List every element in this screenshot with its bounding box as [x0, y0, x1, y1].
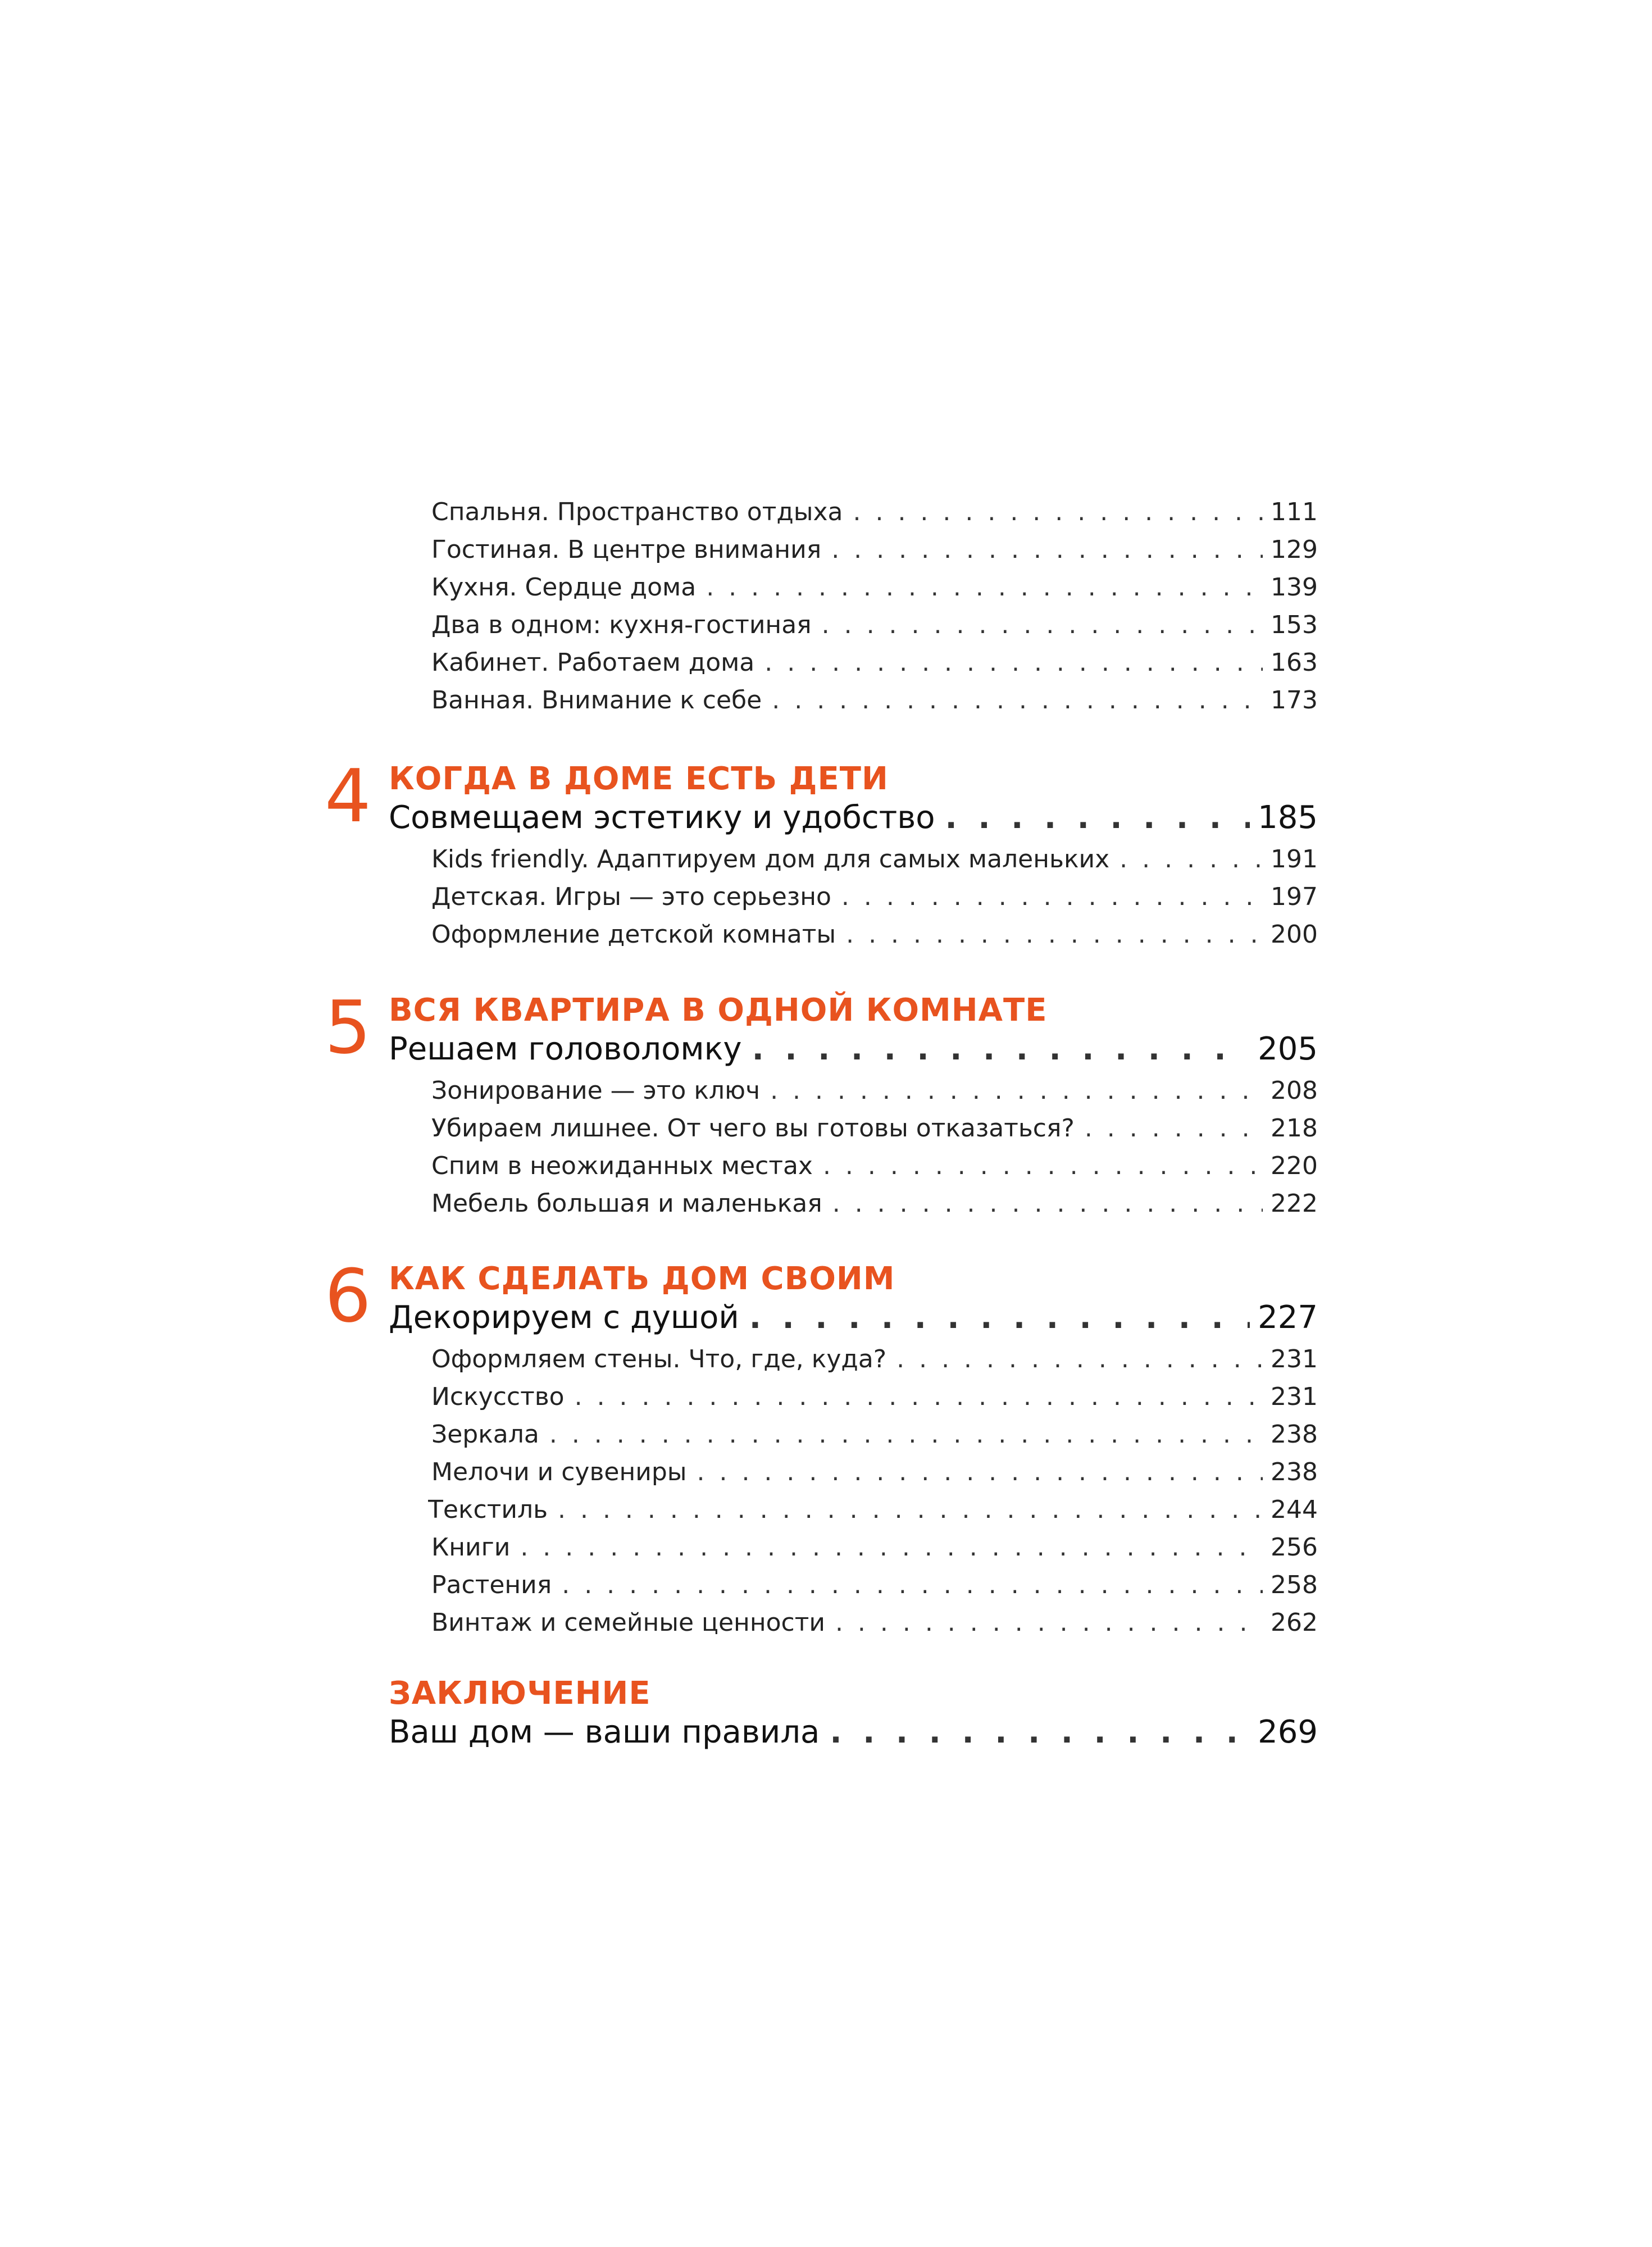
conclusion-main-title: Ваш дом — ваши правила — [389, 1714, 820, 1750]
toc-entry-title: Спальня. Пространство отдыха — [431, 498, 843, 526]
dot-leader — [1119, 840, 1263, 878]
toc-entry-title: Kids friendly. Адаптируем дом для самых маленьких — [431, 845, 1110, 874]
dot-leader — [841, 878, 1263, 916]
toc-entry-title: Мелочи и сувениры — [431, 1458, 687, 1486]
chapter-number: 6 — [325, 1253, 371, 1339]
toc-entry[interactable] — [431, 1453, 1318, 1491]
toc-entry-title: Детская. Игры — это серьезно — [431, 883, 831, 911]
toc-entry-title: Убираем лишнее. От чего вы готовы отказаться? — [431, 1114, 1075, 1143]
toc-entry-title: Зеркала — [431, 1420, 539, 1449]
toc-entry[interactable] — [431, 1340, 1318, 1378]
chapter-number: 4 — [325, 753, 371, 839]
toc-entry-page: 262 — [1271, 1608, 1318, 1637]
toc-entry[interactable] — [431, 1147, 1318, 1185]
toc-entry-page: 222 — [1271, 1189, 1318, 1218]
toc-entry[interactable] — [431, 644, 1318, 681]
toc-entry-page: 139 — [1271, 573, 1318, 602]
dot-leader — [830, 1711, 1250, 1753]
dot-leader — [832, 1185, 1263, 1222]
dot-leader — [764, 644, 1263, 681]
dot-leader — [1085, 1109, 1263, 1147]
chapter-heading: КАК СДЕЛАТЬ ДОМ СВОИМ — [389, 1261, 895, 1297]
dot-leader — [770, 1072, 1263, 1109]
dot-leader — [752, 1028, 1250, 1070]
toc-entry-page: 238 — [1271, 1458, 1318, 1486]
conclusion-heading: ЗАКЛЮЧЕНИЕ — [389, 1675, 651, 1712]
toc-entry-title: Кабинет. Работаем дома — [431, 648, 755, 677]
chapter-heading: ВСЯ КВАРТИРА В ОДНОЙ КОМНАТЕ — [389, 992, 1048, 1029]
chapter-number: 5 — [325, 985, 371, 1070]
toc-entry[interactable] — [431, 1566, 1318, 1604]
dot-leader — [706, 568, 1263, 606]
toc-entry-title: Текстиль — [428, 1495, 548, 1524]
conclusion-main-entry[interactable] — [389, 1711, 1318, 1753]
toc-entry[interactable] — [431, 568, 1318, 606]
toc-entry-page: 173 — [1271, 686, 1318, 715]
toc-entry-page: 129 — [1271, 535, 1318, 564]
toc-entry-page: 153 — [1271, 611, 1318, 639]
toc-entry-page: 163 — [1271, 648, 1318, 677]
chapter-heading: КОГДА В ДОМЕ ЕСТЬ ДЕТИ — [389, 761, 889, 797]
toc-entry-title: Винтаж и семейные ценности — [431, 1608, 825, 1637]
chapter-main-page: 205 — [1258, 1031, 1318, 1067]
toc-entry[interactable] — [431, 840, 1318, 878]
toc-entry-title: Оформление детской комнаты — [431, 920, 836, 949]
toc-entry-page: 256 — [1271, 1533, 1318, 1562]
dot-leader — [945, 797, 1250, 839]
toc-entry-page: 208 — [1271, 1076, 1318, 1105]
toc-entry-title: Растения — [431, 1571, 552, 1599]
dot-leader — [846, 916, 1263, 953]
dot-leader — [575, 1378, 1263, 1416]
dot-leader — [831, 531, 1263, 568]
toc-entry-page: 200 — [1271, 920, 1318, 949]
dot-leader — [822, 606, 1263, 644]
toc-entry-page: 197 — [1271, 883, 1318, 911]
dot-leader — [520, 1529, 1263, 1566]
toc-entry-page: 231 — [1271, 1345, 1318, 1373]
conclusion-main-page: 269 — [1258, 1714, 1318, 1750]
toc-entry-title: Спим в неожиданных местах — [431, 1152, 813, 1180]
toc-entry[interactable] — [431, 916, 1318, 953]
chapter-main-page: 227 — [1258, 1299, 1318, 1336]
toc-entry-title: Два в одном: кухня-гостиная — [431, 611, 812, 639]
toc-entry-title: Искусство — [431, 1382, 565, 1411]
dot-leader — [772, 681, 1263, 719]
toc-entry-page: 220 — [1271, 1152, 1318, 1180]
toc-entry-page: 218 — [1271, 1114, 1318, 1143]
toc-entry-page: 111 — [1271, 498, 1318, 526]
toc-entry-page: 258 — [1271, 1571, 1318, 1599]
chapter-main-title: Декорируем с душой — [389, 1299, 739, 1336]
dot-leader — [853, 493, 1263, 531]
toc-entry[interactable] — [428, 1491, 1318, 1529]
toc-entry[interactable] — [431, 493, 1318, 531]
toc-entry[interactable] — [431, 1529, 1318, 1566]
dot-leader — [558, 1491, 1263, 1529]
dot-leader — [697, 1453, 1263, 1491]
toc-entry[interactable] — [431, 1185, 1318, 1222]
toc-entry[interactable] — [431, 681, 1318, 719]
toc-entry-title: Мебель большая и маленькая — [431, 1189, 822, 1218]
toc-entry-page: 238 — [1271, 1420, 1318, 1449]
chapter-main-entry[interactable] — [389, 1028, 1318, 1070]
toc-entry-title: Оформляем стены. Что, где, куда? — [431, 1345, 887, 1373]
toc-entry-title: Ванная. Внимание к себе — [431, 686, 762, 715]
chapter-main-page: 185 — [1258, 799, 1318, 836]
toc-entry-page: 231 — [1271, 1382, 1318, 1411]
toc-entry[interactable] — [431, 1416, 1318, 1453]
toc-entry[interactable] — [431, 1604, 1318, 1641]
chapter-main-title: Решаем головоломку — [389, 1031, 742, 1067]
toc-entry[interactable] — [431, 1378, 1318, 1416]
chapter-main-entry[interactable] — [389, 1297, 1318, 1339]
dot-leader — [823, 1147, 1263, 1185]
dot-leader — [749, 1297, 1250, 1339]
toc-entry-page: 244 — [1271, 1495, 1318, 1524]
toc-entry[interactable] — [431, 878, 1318, 916]
toc-entry-title: Книги — [431, 1533, 511, 1562]
toc-entry[interactable] — [431, 1072, 1318, 1109]
dot-leader — [562, 1566, 1263, 1604]
chapter-main-title: Совмещаем эстетику и удобство — [389, 799, 935, 836]
toc-entry[interactable] — [431, 1109, 1318, 1147]
toc-entry[interactable] — [431, 531, 1318, 568]
toc-entry-title: Зонирование — это ключ — [431, 1076, 761, 1105]
toc-entry-page: 191 — [1271, 845, 1318, 874]
chapter-main-entry[interactable] — [389, 797, 1318, 839]
toc-entry-title: Кухня. Сердце дома — [431, 573, 697, 602]
toc-entry[interactable] — [431, 606, 1318, 644]
dot-leader — [896, 1340, 1263, 1378]
dot-leader — [549, 1416, 1263, 1453]
dot-leader — [835, 1604, 1263, 1641]
toc-entry-title: Гостиная. В центре внимания — [431, 535, 822, 564]
